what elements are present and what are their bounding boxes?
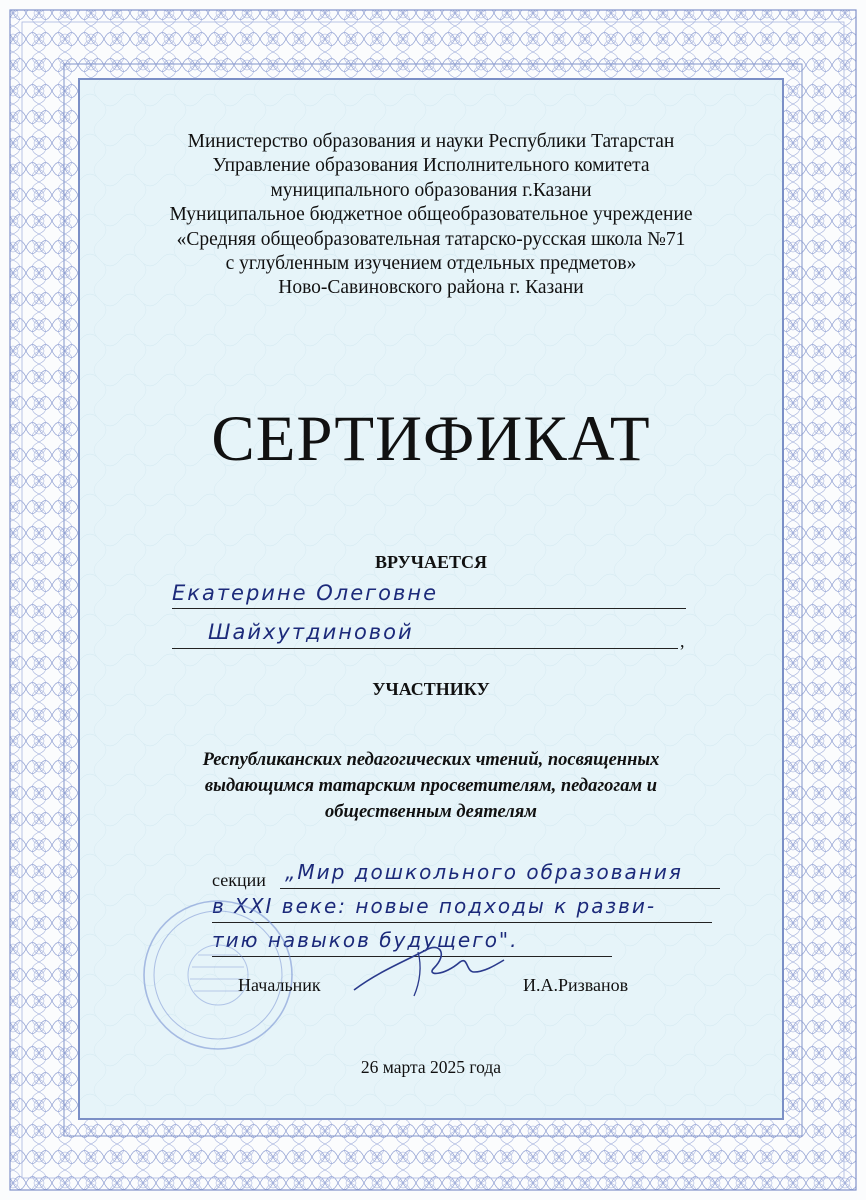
header-line: Управление образования Исполнительного комитета [212, 155, 650, 177]
header-line: Ново-Савиновского района г. Казани [278, 277, 584, 299]
recipient-underline-1 [172, 608, 686, 609]
header-line: с углубленным изучением отдельных предметов» [225, 253, 637, 275]
issuer-header [80, 130, 782, 301]
awarded-label: ВРУЧАЕТСЯ [375, 552, 487, 572]
recipient-comma: , [680, 631, 685, 651]
section-name-line-3: тию навыков будущего". [212, 928, 519, 952]
recipient-underline-2 [172, 648, 678, 649]
section-name-line-1: „Мир дошкольного образования [285, 860, 683, 884]
signatory-title: Начальник [238, 975, 321, 995]
event-line: Республиканских педагогических чтений, посвященных [202, 750, 660, 770]
participant-label: УЧАСТНИКУ [372, 679, 490, 699]
section-underline-1 [280, 888, 720, 889]
header-line: Муниципальное бюджетное общеобразовательное учреждение [169, 204, 693, 226]
header-line: «Средняя общеобразовательная татарско-русская школа №71 [176, 228, 686, 250]
recipient-name-line-1: Екатерине Олеговне [172, 581, 439, 605]
recipient-name-line-2: Шайхутдиновой [208, 620, 414, 644]
issue-date: 26 марта 2025 года [360, 1057, 502, 1077]
certificate-title: СЕРТИФИКАТ [211, 403, 651, 475]
event-line: общественным деятелям [325, 802, 537, 822]
signatory-name: И.А.Ризванов [523, 975, 629, 995]
section-name-line-2: в XXI веке: новые подходы к разви- [212, 894, 657, 918]
header-line: муниципального образования г.Казани [270, 179, 592, 201]
event-line: выдающимся татарским просветителям, педагогам и [204, 776, 658, 796]
certificate-field [78, 78, 784, 1120]
event-description [80, 747, 782, 825]
signature [348, 932, 508, 1002]
section-label: секции [212, 870, 266, 890]
header-line: Министерство образования и науки Республики Татарстан [187, 131, 675, 152]
